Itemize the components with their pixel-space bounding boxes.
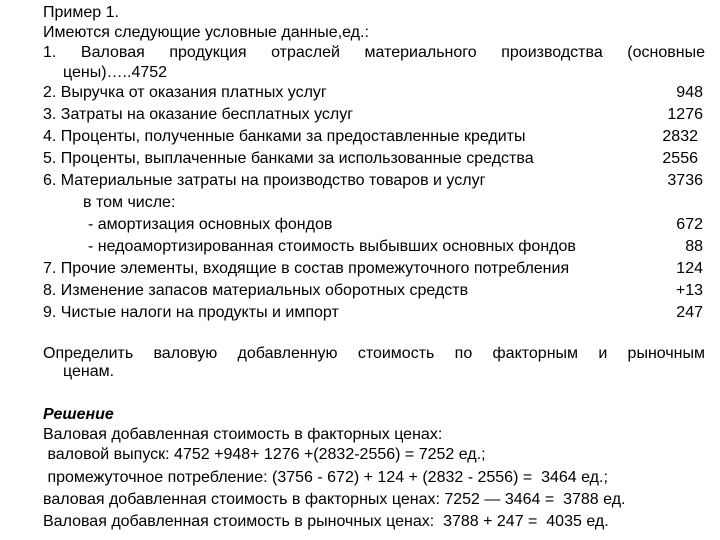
item-label: - амортизация основных фондов	[88, 216, 333, 233]
list-item	[43, 171, 703, 191]
subheading-including: в том числе:	[83, 194, 176, 211]
item-label: 3. Затраты на оказание бесплатных услуг	[43, 106, 354, 123]
item-1-line1: 1. Валовая продукция отраслей материального производства (основные	[43, 44, 705, 61]
example-title: Пример 1.	[43, 4, 119, 21]
solution-line: валовая добавленная стоимость в факторных ценах: 7252 — 3464 = 3788 ед.	[43, 491, 626, 508]
item-label: 2. Выручка от оказания платных услуг	[43, 84, 327, 101]
solution-heading: Решение	[43, 406, 114, 423]
item-value: 672	[676, 216, 703, 233]
item-1-line2: цены)…..4752	[63, 64, 168, 81]
solution-line: Валовая добавленная стоимость в рыночных ценах: 3788 + 247 = 4035 ед.	[43, 513, 609, 530]
item-value: 88	[685, 238, 703, 255]
item-value: 2556	[662, 150, 698, 167]
list-item	[43, 83, 703, 103]
solution-line: Валовая добавленная стоимость в факторных ценах:	[43, 426, 443, 443]
item-label: 8. Изменение запасов материальных оборотных средств	[43, 282, 469, 299]
item-label: 6. Материальные затраты на производство товаров и услуг	[43, 172, 486, 189]
item-value: 3736	[667, 172, 703, 189]
item-value: +13	[675, 282, 703, 299]
solution-line: промежуточное потребление: (3756 - 672) + 124 + (2832 - 2556) = 3464 ед.;	[43, 469, 608, 486]
task-line1: Определить валовую добавленную стоимость по факторным и рыночным	[43, 345, 705, 362]
item-value: 124	[676, 260, 703, 277]
item-value: 948	[676, 84, 703, 101]
list-item	[43, 259, 703, 279]
item-label: 5. Проценты, выплаченные банками за использованные средства	[43, 150, 534, 167]
list-item	[43, 127, 703, 147]
item-value: 2832	[662, 128, 698, 145]
item-label: 4. Проценты, полученные банками за предоставленные кредиты	[43, 128, 526, 145]
item-value: 1276	[667, 106, 703, 123]
list-item	[43, 237, 703, 257]
list-item	[43, 215, 703, 235]
item-label: 7. Прочие элементы, входящие в состав промежуточного потребления	[43, 260, 570, 277]
list-item	[43, 149, 703, 169]
list-item	[43, 303, 703, 323]
task-line2: ценам.	[63, 363, 115, 380]
item-label: - недоамортизированная стоимость выбывших основных фондов	[88, 238, 576, 255]
solution-line: валовой выпуск: 4752 +948+ 1276 +(2832-2556) = 7252 ед.;	[43, 446, 486, 463]
intro-text: Имеются следующие условные данные,ед.:	[43, 24, 369, 41]
list-item	[43, 281, 703, 301]
item-label: 9. Чистые налоги на продукты и импорт	[43, 304, 339, 321]
item-value: 247	[676, 304, 703, 321]
list-item	[43, 105, 703, 125]
